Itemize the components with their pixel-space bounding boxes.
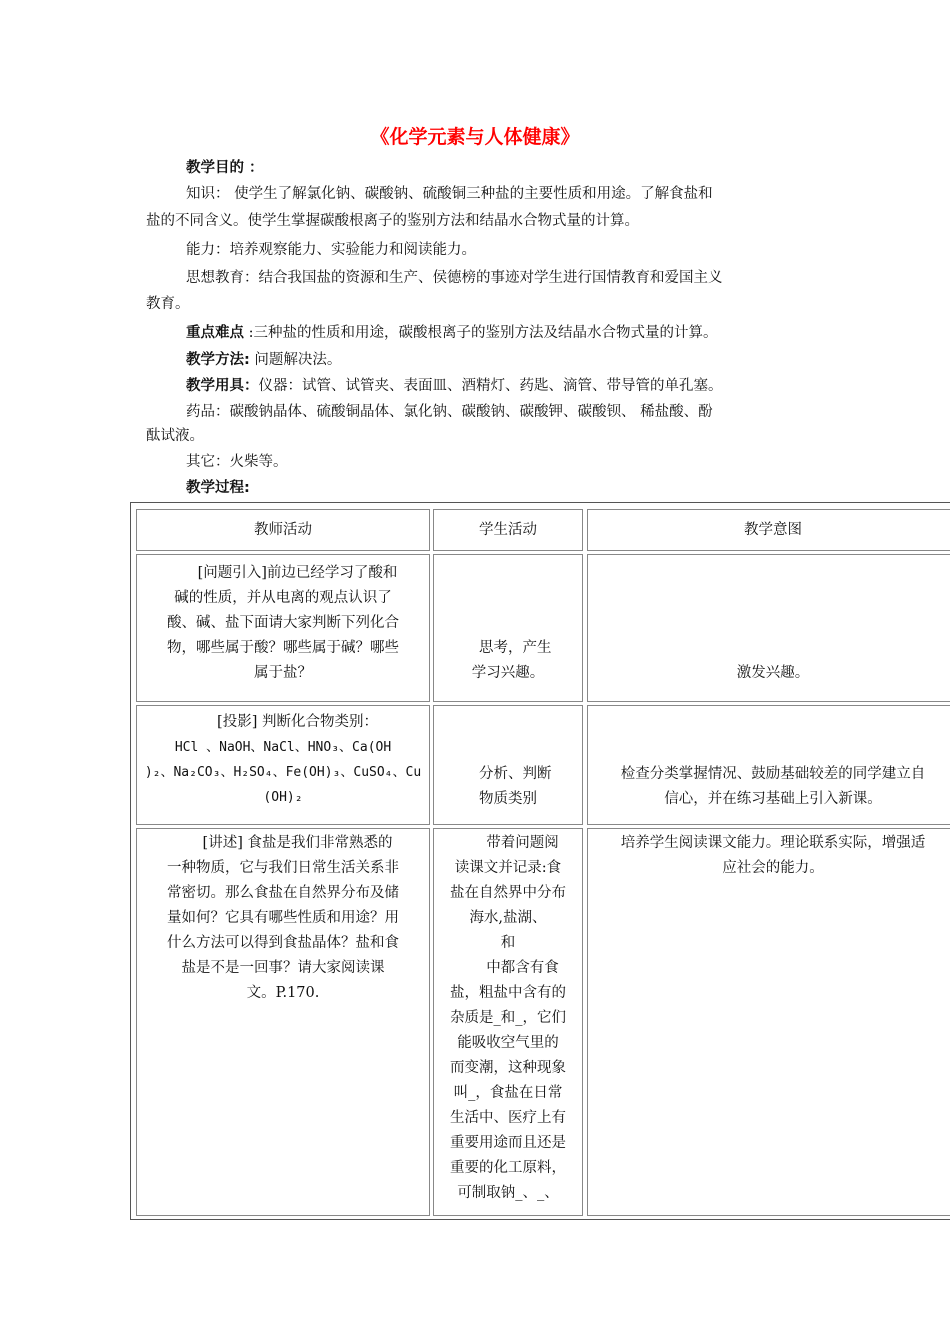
row3-student-line: 重要的化工原料，	[450, 1160, 566, 1176]
row3-student-line: 而变潮，这种现象	[450, 1060, 566, 1076]
row2-intent-text	[588, 762, 950, 812]
row2-intent-cell	[587, 705, 950, 825]
document-title: 《化学元素与人体健康》	[370, 126, 580, 148]
row3-teacher-line: [讲述] 食盐是我们非常熟悉的	[173, 835, 393, 851]
row3-intent-line: 培养学生阅读课文能力。理论联系实际，增强适	[620, 835, 926, 851]
row2-intent-line: 检查分类掌握情况、鼓励基础较差的同学建立自	[620, 766, 926, 782]
header-cell-intent	[587, 509, 950, 551]
knowledge-line-2: 盐的不同含义。使学生掌握碳酸根离子的鉴别方法和结晶水合物式量的计算。	[146, 213, 639, 229]
row1-student-text	[434, 636, 582, 686]
row3-teacher-line: 文。P.170.	[246, 985, 320, 1001]
formula-line-1: HCl 、NaOH、NaCl、HNO₃、Ca(OH	[174, 740, 392, 755]
formula-line-2: )₂、Na₂CO₃、H₂SO₄、Fe(OH)₃、CuSO₄、Cu	[144, 765, 422, 780]
ideology-line-1: 思想教育：结合我国盐的资源和生产、侯德榜的事迹对学生进行国情教育和爱国主义	[186, 270, 723, 286]
reagents-line-2: 酞试液。	[146, 428, 204, 444]
row3-student-line: 叫_，食盐在日常	[453, 1085, 563, 1101]
row3-teacher-line: 什么方法可以得到食盐晶体？盐和食	[167, 935, 399, 951]
row3-student-line: 生活中、医疗上有	[450, 1110, 566, 1126]
row1-teacher-text	[137, 561, 429, 686]
row3-student-text	[434, 831, 582, 1206]
others-line: 其它：火柴等。	[186, 454, 288, 470]
row2-teacher-cell	[136, 705, 430, 825]
row3-student-line: 带着问题阅	[457, 835, 559, 851]
row3-teacher-line: 量如何？它具有哪些性质和用途？用	[167, 910, 399, 926]
tools-text: 仪器：试管、试管夹、表面皿、酒精灯、药匙、滴管、带导管的单孔塞。	[258, 378, 723, 394]
row3-teacher-cell	[136, 828, 430, 1216]
knowledge-label: 知识：	[186, 186, 230, 202]
row1-intent-text: 激发兴趣。	[736, 665, 810, 681]
row2-student-cell	[433, 705, 583, 825]
objective-label: 教学目的 ：	[186, 160, 264, 176]
row2-student-text	[434, 762, 582, 812]
row1-teacher-line: [问题引入]前边已经学习了酸和	[168, 565, 398, 581]
key-points-text: :三种盐的性质和用途，碳酸根离子的鉴别方法及结晶水合物式量的计算。	[244, 325, 718, 341]
row2-teacher-text	[137, 710, 429, 810]
row3-student-cell	[433, 828, 583, 1216]
row2-student-line: 物质类别	[479, 791, 537, 807]
header-cell-student	[433, 509, 583, 551]
knowledge-text-1: 使学生了解氯化钠、碳酸钠、硫酸铜三种盐的主要性质和用途。了解食盐和	[229, 186, 713, 202]
row1-teacher-line: 属于盐？	[254, 665, 312, 681]
formula-line-3: (OH)₂	[263, 790, 303, 805]
row1-student-line: 思考，产生	[464, 640, 552, 656]
ability-line: 能力：培养观察能力、实验能力和阅读能力。	[186, 242, 476, 258]
row3-teacher-text	[137, 831, 429, 1006]
method-line	[186, 350, 341, 370]
header-teaching-intent: 教学意图	[744, 522, 802, 538]
row3-student-line: 和	[500, 935, 516, 951]
tools-label: 教学用具：	[186, 378, 259, 394]
row3-teacher-line: 一种物质，它与我们日常生活关系非	[167, 860, 399, 876]
key-points-line	[186, 323, 718, 343]
row3-student-line: 重要用途而且还是	[450, 1135, 566, 1151]
row3-student-line: 能吸收空气里的	[457, 1035, 559, 1051]
row1-teacher-line: 物，哪些属于酸？哪些属于碱？哪些	[167, 640, 399, 656]
row1-teacher-line: 酸、碱、盐下面请大家判断下列化合	[167, 615, 399, 631]
process-label: 教学过程:	[186, 480, 250, 496]
row2-teacher-title: [投影] 判断化合物类别：	[188, 714, 378, 730]
row3-student-line: 盐在自然界中分布	[450, 885, 566, 901]
row3-intent-cell	[587, 828, 950, 1216]
row1-teacher-line: 碱的性质，并从电离的观点认识了	[174, 590, 392, 606]
row3-student-line: 中都含有食	[457, 960, 559, 976]
row3-teacher-line: 常密切。那么食盐在自然界分布及储	[167, 885, 399, 901]
row3-student-line: 杂质是_和_，它们	[450, 1010, 566, 1026]
lesson-process-table	[130, 502, 950, 1220]
row3-student-line: 可制取钠_、_、	[457, 1185, 559, 1201]
header-teacher-activity: 教师活动	[254, 522, 312, 538]
header-student-activity: 学生活动	[479, 522, 537, 538]
row3-student-line: 海水,盐湖、	[469, 910, 547, 926]
tools-line	[186, 376, 723, 396]
key-points-label: 重点难点	[186, 325, 244, 341]
row3-student-line: 盐，粗盐中含有的	[450, 985, 566, 1001]
row1-teacher-cell	[136, 554, 430, 702]
knowledge-line-1	[186, 184, 713, 204]
row2-intent-line: 信心，并在练习基础上引入新课。	[664, 791, 882, 807]
row1-student-cell	[433, 554, 583, 702]
row2-student-line: 分析、判断	[464, 766, 552, 782]
row3-student-line: 读课文并记录:食	[454, 860, 562, 876]
reagents-line-1: 药品：碳酸钠晶体、硫酸铜晶体、氯化钠、碳酸钠、碳酸钾、碳酸钡、 稀盐酸、酚	[186, 404, 713, 420]
row3-intent-line: 应社会的能力。	[722, 860, 824, 876]
row3-intent-text	[588, 831, 950, 881]
row1-student-line: 学习兴趣。	[471, 665, 545, 681]
ideology-line-2: 教育。	[146, 296, 190, 312]
method-label: 教学方法:	[186, 352, 250, 368]
row1-intent-cell	[587, 554, 950, 702]
method-text: 问题解决法。	[249, 352, 342, 368]
header-cell-teacher	[136, 509, 430, 551]
row3-teacher-line: 盐是不是一回事？请大家阅读课	[181, 960, 385, 976]
